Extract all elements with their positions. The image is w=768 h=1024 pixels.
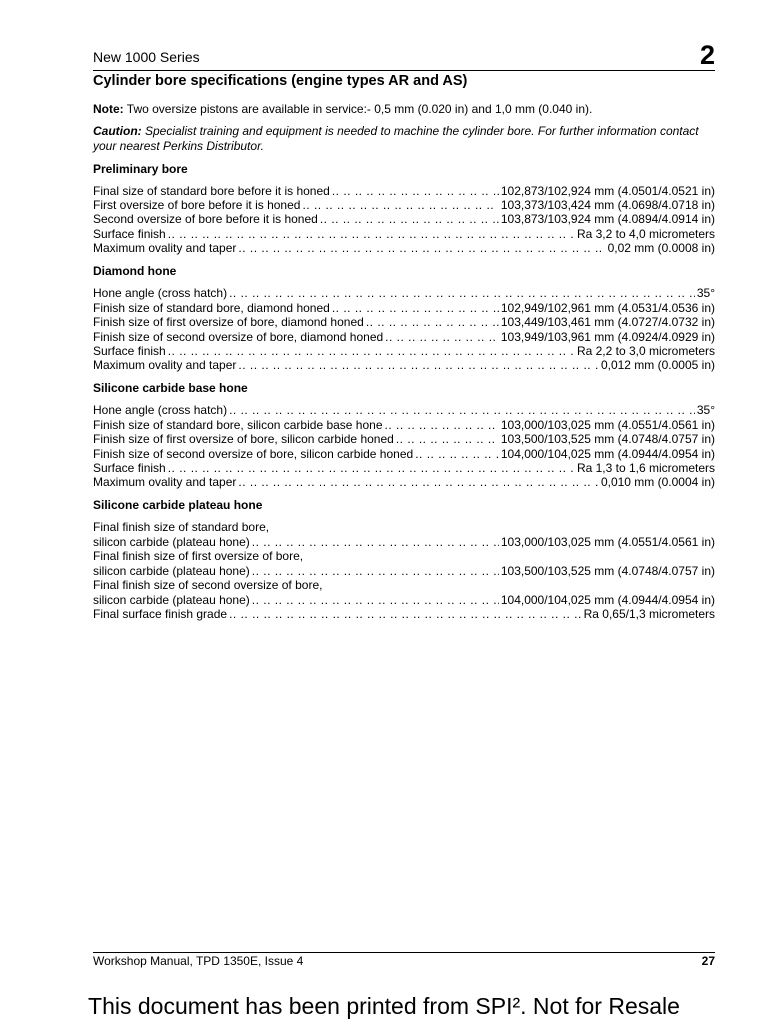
section-heading-preliminary-bore: Preliminary bore [93, 162, 188, 176]
spec-label: Finish size of standard bore, silicon carbide base hone [93, 418, 383, 432]
spec-value: 103,000/103,025 mm (4.0551/4.0561 in) [500, 535, 715, 549]
section-heading-diamond-hone: Diamond hone [93, 264, 177, 278]
chapter-number: 2 [699, 40, 715, 70]
spec-value: Ra 3,2 to 4,0 micrometers [576, 227, 715, 241]
page-title: Cylinder bore specifications (engine types AR and AS) [93, 73, 468, 89]
spec-row [93, 212, 715, 226]
caution-label: Caution: [93, 124, 142, 138]
leader-dots [320, 212, 499, 226]
spec-label: Finish size of second oversize of bore, silicon carbide honed [93, 447, 414, 461]
spec-label: Finish size of first oversize of bore, diamond honed [93, 315, 364, 329]
manual-reference: Workshop Manual, TPD 1350E, Issue 4 [93, 954, 304, 968]
spec-label: Finish size of standard bore, diamond honed [93, 301, 330, 315]
leader-dots [252, 564, 499, 578]
spec-label: silicon carbide (plateau hone) [93, 564, 250, 578]
spec-row [93, 593, 715, 607]
spec-value: 104,000/104,025 mm (4.0944/4.0954 in) [500, 447, 715, 461]
leader-dots [415, 447, 499, 461]
spec-value: 103,449/103,461 mm (4.0727/4.0732 in) [500, 315, 715, 329]
spec-row [93, 344, 715, 358]
spec-row [93, 461, 715, 475]
leader-dots [229, 607, 582, 621]
spec-value: 0,010 mm (0.0004 in) [600, 475, 715, 489]
spec-label: Surface finish [93, 344, 166, 358]
spec-value: 103,000/103,025 mm (4.0551/4.0561 in) [500, 418, 715, 432]
spec-line: Final finish size of standard bore, [93, 520, 270, 534]
spec-row [93, 403, 715, 417]
page-footer [93, 952, 715, 968]
leader-dots [168, 344, 575, 358]
leader-dots [332, 301, 499, 315]
resale-notice: This document has been printed from SPI². Not for Resale [88, 993, 680, 1019]
note-label: Note: [93, 102, 124, 116]
spec-label: Surface finish [93, 461, 166, 475]
leader-dots [252, 535, 499, 549]
leader-dots [366, 315, 499, 329]
spec-row [93, 241, 715, 255]
leader-dots [229, 403, 695, 417]
spec-label: Final size of standard bore before it is honed [93, 184, 330, 198]
spec-row [93, 301, 715, 315]
spec-row [93, 607, 715, 621]
note-paragraph [93, 102, 592, 116]
spec-value: 103,500/103,525 mm (4.0748/4.0757 in) [500, 432, 715, 446]
caution-text: Specialist training and equipment is needed to machine the cylinder bore. For further information contact your nearest Perkins Distributor. [93, 124, 699, 153]
leader-dots [302, 198, 498, 212]
spec-row [93, 358, 715, 372]
spec-line: Final finish size of second oversize of bore, [93, 578, 323, 592]
spec-label: silicon carbide (plateau hone) [93, 593, 250, 607]
spec-row [93, 286, 715, 300]
spec-row [93, 198, 715, 212]
leader-dots [332, 184, 499, 198]
spec-value: 35° [696, 286, 715, 300]
spec-row [93, 418, 715, 432]
spec-value: 104,000/104,025 mm (4.0944/4.0954 in) [500, 593, 715, 607]
spec-value: Ra 1,3 to 1,6 micrometers [576, 461, 715, 475]
spec-value: 102,873/102,924 mm (4.0501/4.0521 in) [500, 184, 715, 198]
spec-label: Finish size of second oversize of bore, diamond honed [93, 330, 384, 344]
spec-label: Hone angle (cross hatch) [93, 403, 228, 417]
note-text: Two oversize pistons are available in service:- 0,5 mm (0.020 in) and 1,0 mm (0.040 in). [123, 102, 593, 116]
manual-page [93, 0, 715, 1024]
leader-dots [252, 593, 499, 607]
caution-paragraph [93, 124, 715, 154]
spec-label: Maximum ovality and taper [93, 358, 237, 372]
spec-value: 102,949/102,961 mm (4.0531/4.0536 in) [500, 301, 715, 315]
leader-dots [168, 461, 575, 475]
spec-row [93, 227, 715, 241]
spec-label: Maximum ovality and taper [93, 475, 237, 489]
spec-value: 103,873/103,924 mm (4.0894/4.0914 in) [500, 212, 715, 226]
spec-label: Hone angle (cross hatch) [93, 286, 228, 300]
spec-value: 0,012 mm (0.0005 in) [600, 358, 715, 372]
spec-row [93, 447, 715, 461]
spec-label: Second oversize of bore before it is honed [93, 212, 318, 226]
leader-dots [238, 358, 599, 372]
spec-row [93, 564, 715, 578]
spec-label: silicon carbide (plateau hone) [93, 535, 250, 549]
section-heading-silicone-base-hone: Silicone carbide base hone [93, 381, 248, 395]
leader-dots [396, 432, 499, 446]
leader-dots [385, 330, 499, 344]
spec-label: Finish size of first oversize of bore, silicon carbide honed [93, 432, 394, 446]
series-name: New 1000 Series [93, 49, 200, 65]
page-number: 27 [701, 954, 715, 968]
spec-row [93, 330, 715, 344]
spec-value: 103,500/103,525 mm (4.0748/4.0757 in) [500, 564, 715, 578]
spec-label: Surface finish [93, 227, 166, 241]
spec-value: Ra 2,2 to 3,0 micrometers [576, 344, 715, 358]
spec-label: Final surface finish grade [93, 607, 228, 621]
spec-value: 103,373/103,424 mm (4.0698/4.0718 in) [500, 198, 715, 212]
spec-label: Maximum ovality and taper [93, 241, 237, 255]
spec-row [93, 475, 715, 489]
spec-row [93, 535, 715, 549]
spec-line: Final finish size of first oversize of bore, [93, 549, 304, 563]
page-header [93, 40, 715, 71]
leader-dots [238, 475, 599, 489]
spec-value: Ra 0,65/1,3 micrometers [583, 607, 715, 621]
spec-label: First oversize of bore before it is honed [93, 198, 301, 212]
spec-value: 35° [696, 403, 715, 417]
leader-dots [385, 418, 499, 432]
spec-value: 103,949/103,961 mm (4.0924/4.0929 in) [500, 330, 715, 344]
leader-dots [238, 241, 605, 255]
spec-row [93, 184, 715, 198]
leader-dots [229, 286, 695, 300]
spec-value: 0,02 mm (0.0008 in) [607, 241, 715, 255]
spec-row [93, 315, 715, 329]
section-heading-silicone-plateau-hone: Silicone carbide plateau hone [93, 498, 263, 512]
leader-dots [168, 227, 575, 241]
spec-row [93, 432, 715, 446]
